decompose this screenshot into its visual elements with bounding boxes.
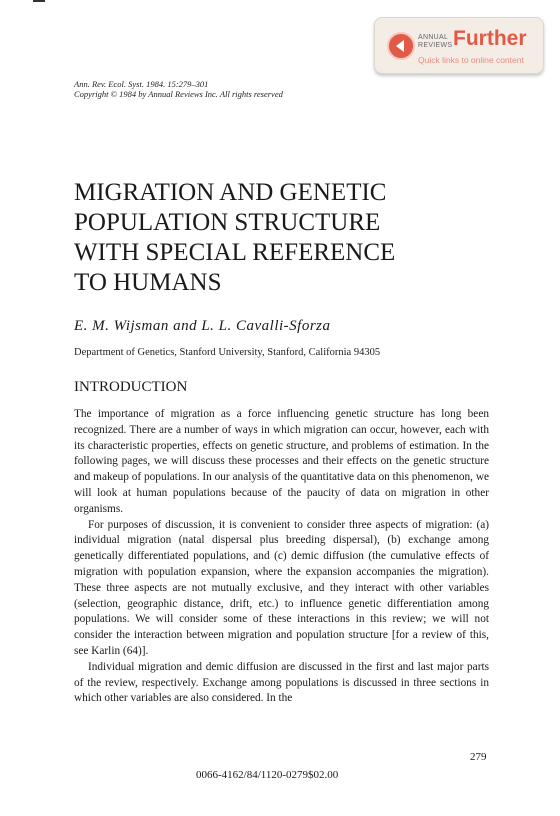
paragraph: The importance of migration as a force influencing genetic structure has long been recognized. There are a number of ways in which migration can occur, however, each with its characteristic properties, effects on genetic structure, and problems of estimation. In the following pages, we will discuss these processes and their effects on the genetic structure and makeup of populations. In our analysis of the quantitative data on this phenomenon, we will look at human populations because of the paucity of data on migration in other organisms. (74, 408, 489, 515)
affiliation: Department of Genetics, Stanford University, Stanford, California 94305 (74, 347, 381, 358)
authors: E. M. Wijsman and L. L. Cavalli-Sforza (74, 318, 331, 334)
badge-annual-label: ANNUAL (418, 34, 449, 41)
title-line: WITH SPECIAL REFERENCE (74, 239, 396, 266)
title-line: POPULATION STRUCTURE (74, 209, 381, 236)
corner-mark (33, 0, 45, 2)
paragraph: For purposes of discussion, it is convenient to consider three aspects of migration: (a) individual migration (natal dispersal plus breeding dispersal), (b) exchange among genetically differentiated populations, and (c) demic diffusion (the cumulative effects of migration with population expansion, where the expansion accompanies the migration). These three aspects are not mutually exclusive, and they interact with other variables (selection, geographic distance, drift, etc.) to influence genetic differentiation among populations. We will consider some of these interactions in this review; we will not consider the interaction between migration and population structure [for a review of this, see Karlin (64)]. (74, 518, 489, 657)
body-text (74, 407, 489, 707)
journal-citation: Ann. Rev. Ecol. Syst. 1984. 15:279–301 (74, 79, 209, 89)
badge-further-label: Further (453, 27, 527, 50)
section-heading-introduction: INTRODUCTION (74, 379, 188, 395)
badge-quick-links-label: Quick links to online content (418, 55, 524, 65)
play-back-icon (387, 32, 415, 60)
article-title (74, 178, 395, 298)
badge-reviews-label: REVIEWS (418, 42, 453, 49)
title-line: TO HUMANS (74, 269, 222, 296)
journal-copyright: Copyright © 1984 by Annual Reviews Inc. All rights reserved (74, 89, 283, 99)
paragraph: Individual migration and demic diffusion are discussed in the first and last major parts of the review, respectively. Exchange among populations is discussed in three sections in which other variables are also considered. In the (74, 660, 489, 705)
issn-line: 0066-4162/84/1120-0279$02.00 (196, 769, 339, 781)
title-line: MIGRATION AND GENETIC (74, 179, 387, 206)
annual-reviews-further-badge[interactable] (374, 17, 544, 74)
page-number: 279 (470, 751, 487, 763)
